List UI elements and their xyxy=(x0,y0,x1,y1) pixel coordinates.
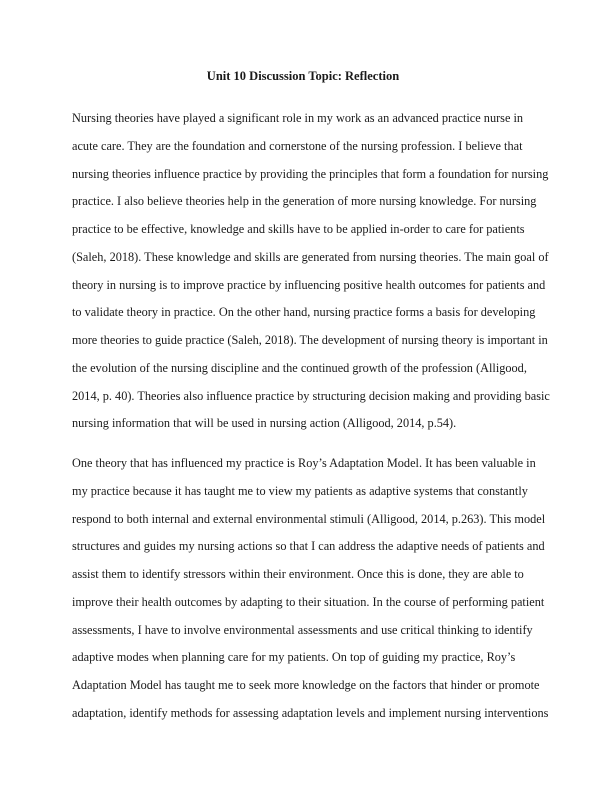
paragraph-1 xyxy=(72,110,552,443)
text-line: practice to be effective, knowledge and skills have to be applied in-order to care for patients xyxy=(72,222,525,236)
text-line: One theory that has influenced my practice is Roy’s Adaptation Model. It has been valuable in xyxy=(72,456,536,470)
text-line: 2014, p. 40). Theories also influence practice by structuring decision making and providing basic xyxy=(72,388,550,403)
text-line: acute care. They are the foundation and cornerstone of the nursing profession. I believe that xyxy=(72,138,523,153)
text-line: structures and guides my nursing actions so that I can address the adaptive needs of patients and xyxy=(72,539,545,554)
text-line: more theories to guide practice (Saleh, 2018). The development of nursing theory is important in xyxy=(72,333,548,347)
text-line: Nursing theories have played a significant role in my work as an advanced practice nurse in xyxy=(72,111,524,125)
text-line: practice. I also believe theories help in the generation of more nursing knowledge. For nursing xyxy=(72,194,537,209)
text-line: assessments, I have to involve environmental assessments and use critical thinking to identify xyxy=(72,622,533,637)
text-line: nursing theories influence practice by providing the principles that form a foundation for nursing xyxy=(72,166,549,181)
text-line: assist them to identify stressors within their environment. Once this is done, they are able to xyxy=(72,567,524,581)
document-title: Unit 10 Discussion Topic: Reflection xyxy=(206,69,400,83)
text-line: Adaptation Model has taught me to seek more knowledge on the factors that hinder or promote xyxy=(72,678,540,692)
text-line: adaptation, identify methods for assessing adaptation levels and implement nursing interventions xyxy=(72,705,549,720)
text-line: (Saleh, 2018). These knowledge and skills are generated from nursing theories. The main goal of xyxy=(72,249,549,264)
text-line: the evolution of the nursing discipline and the continued growth of the profession (Alligood, xyxy=(72,360,527,375)
text-line: respond to both internal and external environmental stimuli (Alligood, 2014, p.263). This model xyxy=(72,511,546,526)
text-line: adaptive modes when planning care for my patients. On top of guiding my practice, Roy’s xyxy=(72,650,516,665)
paragraph-2 xyxy=(72,455,552,733)
text-line: my practice because it has taught me to view my patients as adaptive systems that constantly xyxy=(72,483,528,498)
text-line: theory in nursing is to improve practice by influencing positive health outcomes for patients and xyxy=(72,277,546,292)
text-line: nursing information that will be used in nursing action (Alligood, 2014, p.54). xyxy=(72,416,457,431)
text-line: improve their health outcomes by adapting to their situation. In the course of performing patient xyxy=(72,594,545,609)
text-line: to validate theory in practice. On the other hand, nursing practice forms a basis for developing xyxy=(72,305,536,320)
